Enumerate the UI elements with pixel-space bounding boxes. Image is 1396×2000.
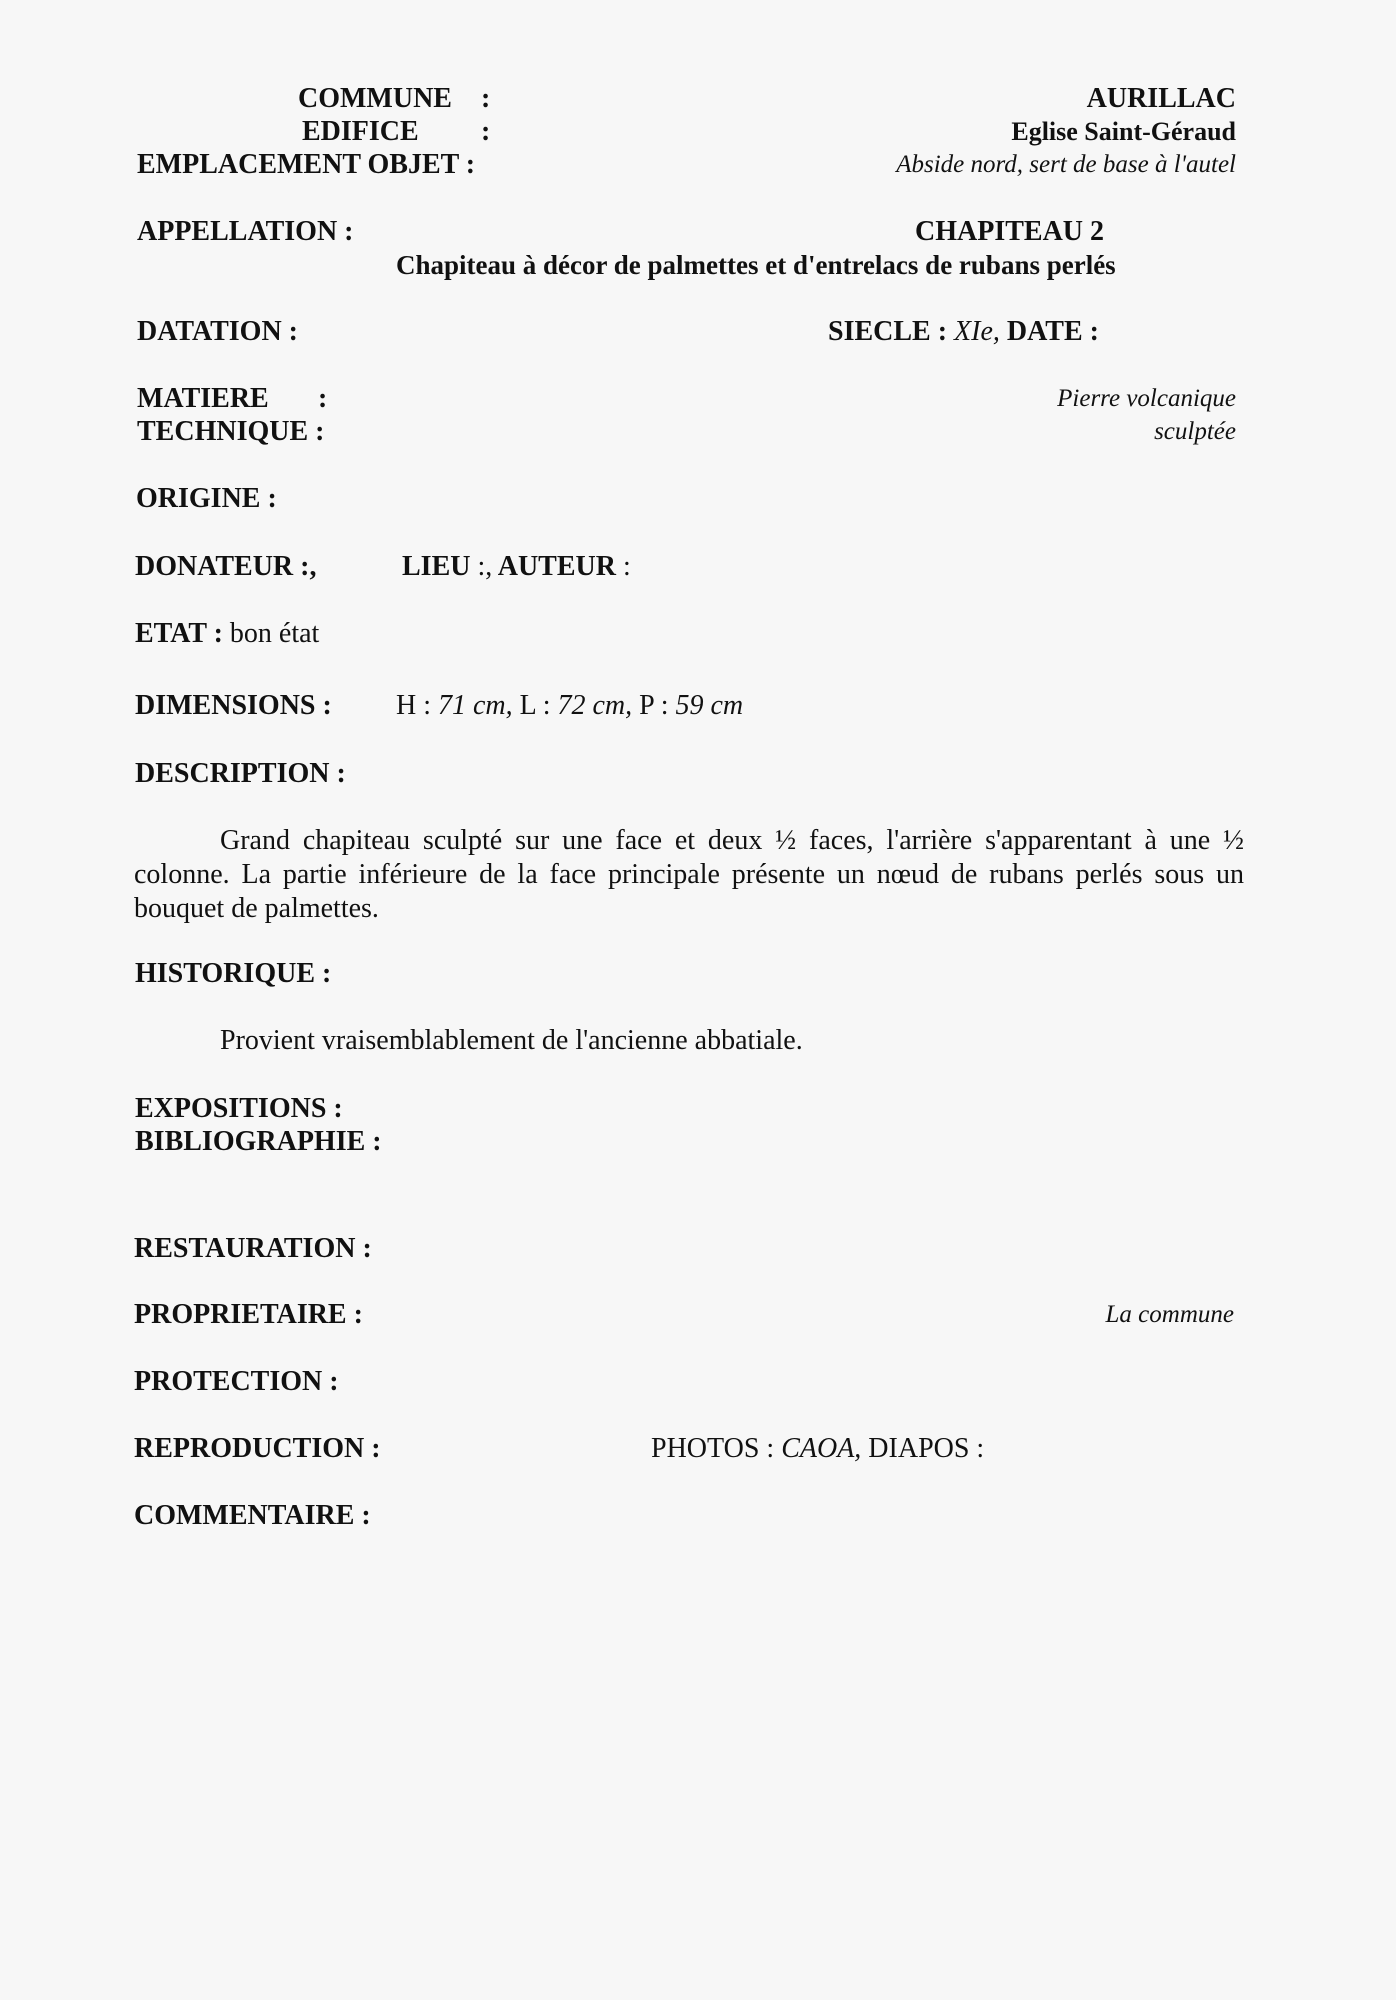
- protection-label: PROTECTION :: [134, 1366, 339, 1397]
- dimensions-values: [396, 689, 743, 723]
- siecle-line: [828, 315, 1099, 349]
- bibliographie-label: BIBLIOGRAPHIE :: [135, 1126, 382, 1157]
- photos-line: [651, 1432, 984, 1466]
- h-label: H :: [396, 690, 438, 721]
- siecle-label: SIECLE :: [828, 316, 948, 347]
- edifice-label: EDIFICE: [302, 116, 419, 147]
- edifice-colon: :: [481, 116, 491, 147]
- datation-label: DATATION :: [137, 316, 298, 347]
- photos-label: PHOTOS :: [651, 1433, 782, 1464]
- edifice-value: Eglise Saint-Géraud: [1011, 117, 1236, 146]
- etat-label: ETAT :: [135, 618, 223, 649]
- emplacement-label-text: EMPLACEMENT OBJET: [137, 149, 459, 180]
- description-label: DESCRIPTION :: [135, 758, 346, 789]
- lieu-auteur-line: [402, 550, 631, 584]
- proprietaire-label: PROPRIETAIRE :: [134, 1299, 363, 1330]
- donateur-label: DONATEUR :,: [135, 551, 317, 582]
- proprietaire-value: La commune: [1105, 1301, 1234, 1328]
- commune-label: COMMUNE: [298, 83, 452, 114]
- appellation-title: CHAPITEAU 2: [915, 216, 1105, 247]
- lieu-sep: :,: [477, 551, 493, 582]
- commune-value: AURILLAC: [1086, 83, 1236, 114]
- lieu-label: LIEU: [402, 551, 471, 582]
- emplacement-label: [137, 148, 475, 182]
- p-value: 59 cm: [675, 690, 744, 721]
- photos-value: CAOA,: [781, 1433, 862, 1464]
- expositions-label: EXPOSITIONS :: [135, 1093, 343, 1124]
- origine-label: ORIGINE :: [136, 483, 277, 514]
- emplacement-colon: :: [465, 149, 476, 180]
- etat-value: bon état: [229, 618, 320, 649]
- l-label: L :: [512, 690, 558, 721]
- emplacement-value: Abside nord, sert de base à l'autel: [896, 151, 1236, 178]
- matiere-colon: :: [318, 383, 328, 414]
- commentaire-label: COMMENTAIRE :: [134, 1500, 371, 1531]
- appellation-subtitle: Chapiteau à décor de palmettes et d'entrelacs de rubans perlés: [396, 250, 1116, 280]
- dimensions-label: DIMENSIONS :: [135, 690, 332, 721]
- technique-label: TECHNIQUE :: [137, 416, 325, 447]
- date-label: DATE :: [1006, 316, 1099, 347]
- reproduction-label: REPRODUCTION :: [134, 1433, 381, 1464]
- appellation-label: APPELLATION :: [137, 216, 354, 247]
- l-value: 72 cm,: [557, 690, 633, 721]
- auteur-sep: :: [622, 551, 631, 582]
- etat-line: [135, 617, 319, 651]
- commune-colon: :: [481, 83, 491, 114]
- technique-value: sculptée: [1154, 418, 1236, 445]
- restauration-label: RESTAURATION :: [134, 1233, 372, 1264]
- description-text: Grand chapiteau sculpté sur une face et deux ½ faces, l'arrière s'apparentant à une ½ colonne. La partie inférieure de la face principale présente un nœud de rubans perlés sous un bouquet de palmettes.: [134, 825, 1244, 924]
- historique-label: HISTORIQUE :: [135, 958, 332, 989]
- matiere-label: MATIERE: [137, 383, 269, 414]
- siecle-value: XIe,: [954, 316, 1000, 347]
- auteur-label: AUTEUR: [497, 551, 616, 582]
- historique-text: Provient vraisemblablement de l'ancienne abbatiale.: [220, 1025, 803, 1056]
- h-value: 71 cm,: [438, 690, 513, 721]
- p-label: P :: [632, 690, 676, 721]
- diapos-label: DIAPOS :: [861, 1433, 985, 1464]
- matiere-value: Pierre volcanique: [1057, 385, 1236, 412]
